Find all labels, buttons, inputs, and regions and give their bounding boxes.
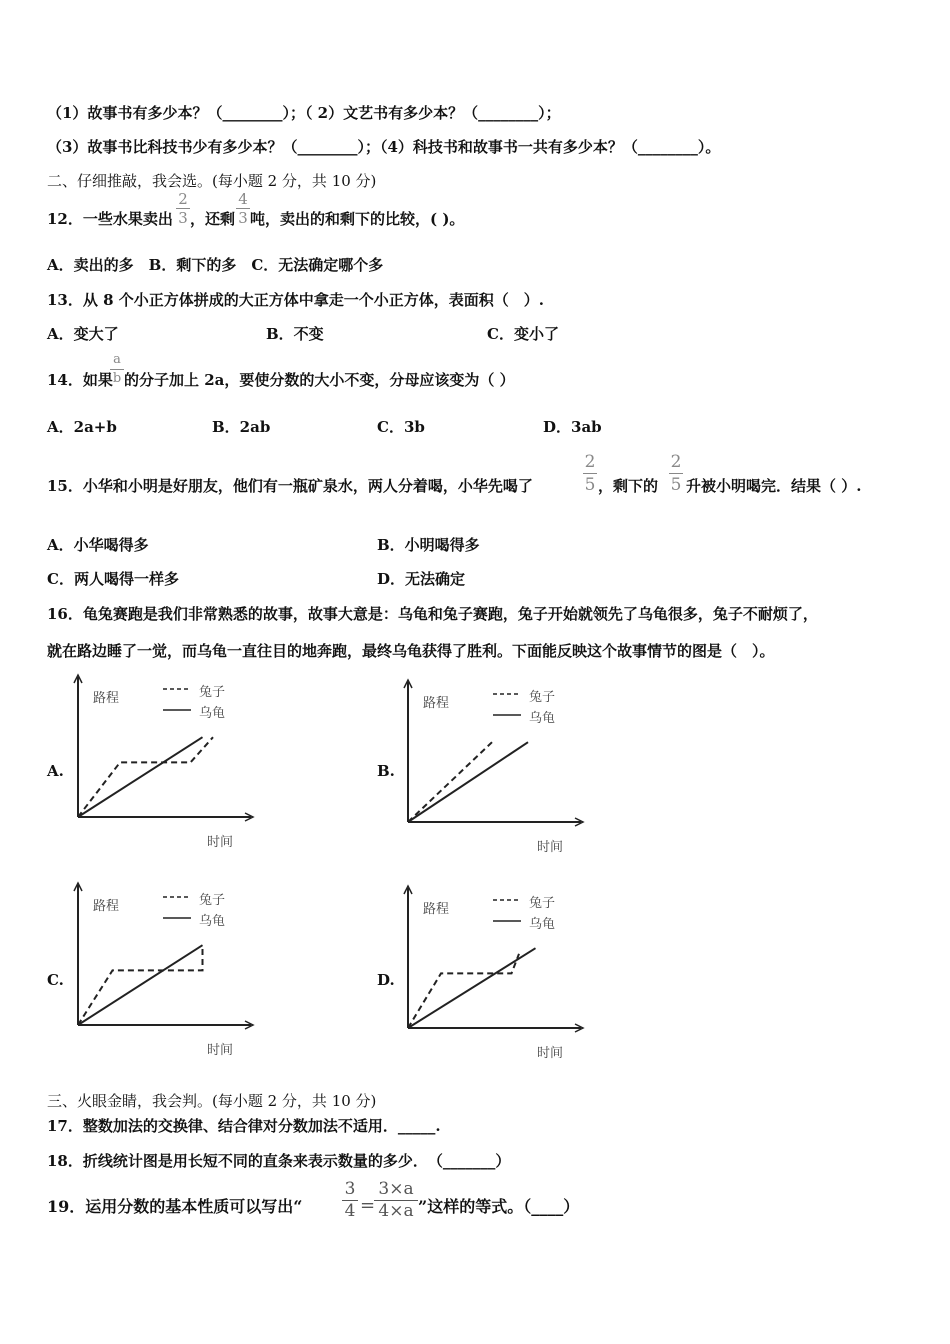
q12-text-b: ，还剩 — [190, 210, 236, 228]
chart-c-option-letter: C. — [47, 971, 64, 989]
numerator: 2 — [584, 452, 596, 472]
series-line-tortoise — [78, 737, 203, 817]
series-line-tortoise — [408, 948, 536, 1028]
legend-label-rabbit: 兔子 — [529, 690, 556, 705]
chart-b-option-letter: B. — [377, 762, 395, 780]
denominator: 3 — [238, 209, 248, 227]
q15-option-b: B．小明喝得多 — [377, 536, 480, 554]
q15-text-c: 升被小明喝完．结果（ ）. — [686, 477, 862, 495]
denominator: b — [112, 371, 122, 386]
q11-line-1: （1）故事书有多少本？（________）；（ 2）文艺书有多少本？（________）； — [47, 104, 561, 122]
y-axis-label: 路程 — [423, 696, 450, 711]
q19-text-b: ”这样的等式。（____） — [418, 1197, 580, 1216]
chart-d-option-letter: D. — [377, 971, 395, 989]
series-line-tortoise — [78, 945, 203, 1025]
chart-a-option-letter: A. — [47, 762, 64, 780]
numerator: 2 — [670, 452, 682, 472]
y-axis-label: 路程 — [93, 899, 120, 914]
q11-line-2: （3）故事书比科技书少有多少本？（________）；（4）科技书和故事书一共有多少本？（________）。 — [47, 138, 721, 156]
y-axis-label: 路程 — [93, 691, 120, 706]
legend-label-tortoise: 乌龟 — [199, 914, 226, 929]
x-axis-label: 时间 — [537, 1046, 564, 1061]
q16-text-b: 就在路边睡了一觉，而乌龟一直往目的地奔跑，最终乌龟获得了胜利。下面能反映这个故事情节的图是（ ）。 — [47, 642, 775, 660]
q15-text-a: 15．小华和小明是好朋友，他们有一瓶矿泉水，两人分着喝，小华先喝了 — [47, 477, 533, 495]
q12-fraction-sold — [176, 191, 190, 226]
legend-label-rabbit: 兔子 — [199, 893, 226, 908]
legend-label-tortoise: 乌龟 — [529, 917, 556, 932]
q14-option-d: D．3ab — [543, 418, 602, 436]
chart-a[interactable] — [75, 675, 255, 855]
numerator: 3×a — [378, 1179, 414, 1199]
legend-label-tortoise: 乌龟 — [529, 711, 556, 726]
y-axis-label: 路程 — [423, 902, 450, 917]
legend-label-tortoise: 乌龟 — [199, 706, 226, 721]
q18-text: 18．折线统计图是用长短不同的直条来表示数量的多少． （_______） — [47, 1152, 511, 1170]
q15-fraction-rest — [669, 452, 683, 495]
q13-option-b: B．不变 — [266, 325, 324, 343]
q15-option-a: A．小华喝得多 — [47, 536, 149, 554]
x-axis-label: 时间 — [207, 1043, 234, 1058]
q12-options: A．卖出的多 B．剩下的多 C．无法确定哪个多 — [47, 256, 384, 274]
q12-fraction-left — [236, 191, 250, 226]
denominator: 4×a — [378, 1201, 414, 1221]
legend-label-rabbit: 兔子 — [199, 685, 226, 700]
q14-option-b: B．2ab — [212, 418, 271, 436]
series-line-rabbit — [408, 742, 492, 822]
chart-c[interactable] — [75, 883, 255, 1063]
series-line-tortoise — [408, 742, 528, 822]
q14-text-b: 的分子加上 2a，要使分数的大小不变，分母应该变为（ ） — [124, 371, 515, 389]
x-axis-label: 时间 — [537, 840, 564, 855]
q14-fraction — [110, 352, 124, 387]
q16-text-a: 16．龟兔赛跑是我们非常熟悉的故事，故事大意是：乌龟和兔子赛跑，兔子开始就领先了乌龟很多，兔子不耐烦了， — [47, 605, 818, 623]
q15-fraction-first — [583, 452, 597, 495]
denominator: 5 — [670, 475, 682, 495]
numerator: 2 — [178, 190, 188, 208]
q19-fraction-left — [342, 1180, 358, 1221]
q12-text-a: 12．一些水果卖出 — [47, 210, 173, 228]
numerator: 4 — [238, 190, 248, 208]
section-3-heading: 三、火眼金睛，我会判。(每小题 2 分，共 10 分) — [47, 1092, 377, 1110]
chart-b[interactable] — [405, 680, 585, 860]
q13-option-c: C．变小了 — [487, 325, 559, 343]
q17-text: 17．整数加法的交换律、结合律对分数加法不适用．_____. — [47, 1117, 441, 1135]
numerator: a — [113, 352, 121, 367]
legend-label-rabbit: 兔子 — [529, 896, 556, 911]
q15-option-d: D．无法确定 — [377, 570, 466, 588]
q15-text-b: ，剩下的 — [598, 477, 659, 495]
q14-option-c: C．3b — [377, 418, 425, 436]
numerator: 3 — [344, 1179, 356, 1199]
chart-d[interactable] — [405, 886, 585, 1066]
x-axis-label: 时间 — [207, 835, 234, 850]
q14-text-a: 14．如果 — [47, 371, 113, 389]
q19-text-a: 19．运用分数的基本性质可以写出“ — [47, 1197, 303, 1216]
q13-option-a: A．变大了 — [47, 325, 119, 343]
q19-equals: = — [360, 1195, 376, 1216]
denominator: 4 — [344, 1201, 356, 1221]
q19-fraction-right — [374, 1180, 418, 1221]
section-2-heading: 二、仔细推敲，我会选。(每小题 2 分，共 10 分) — [47, 172, 377, 190]
denominator: 3 — [178, 209, 188, 227]
q13-text: 13．从 8 个小正方体拼成的大正方体中拿走一个小正方体，表面积（ ）. — [47, 291, 544, 309]
denominator: 5 — [584, 475, 596, 495]
q14-option-a: A．2a+b — [47, 418, 117, 436]
q12-text-c: 吨，卖出的和剩下的比较，( )。 — [250, 210, 465, 228]
q15-option-c: C．两人喝得一样多 — [47, 570, 179, 588]
